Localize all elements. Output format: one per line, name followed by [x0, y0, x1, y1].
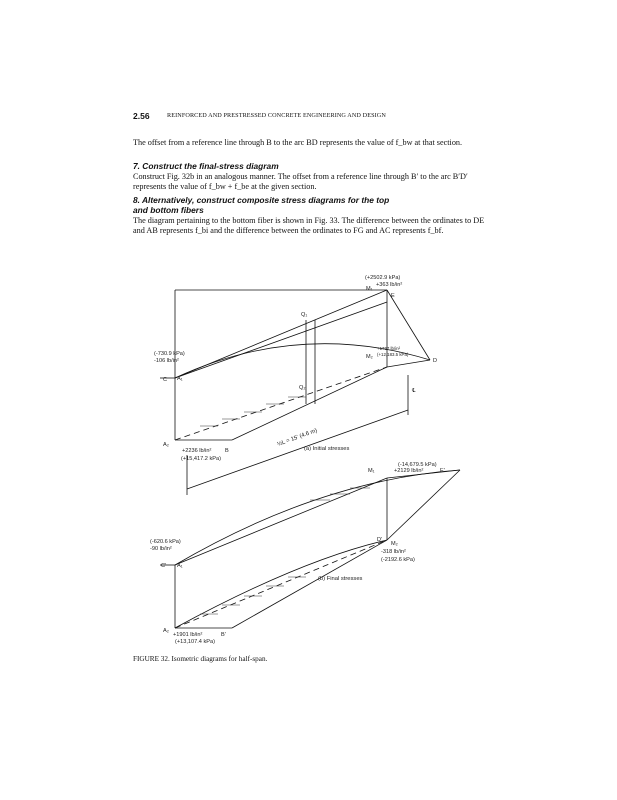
- label-d: D: [433, 358, 438, 364]
- label-b2-kpa: (+13,107.4 kPa): [175, 639, 215, 645]
- label-left2-kpa: (-620.6 kPa): [150, 539, 181, 545]
- label-c: C: [163, 377, 168, 383]
- label-m1b: M₁: [368, 468, 375, 474]
- label-left2-psi: -90 lb/in²: [150, 546, 172, 552]
- label-q1: Q₁: [301, 312, 308, 318]
- label-b2-psi: +1901 lb/in²: [173, 632, 203, 638]
- label-top-kpa: (+2502.9 kPa): [365, 275, 401, 281]
- running-title: REINFORCED AND PRESTRESSED CONCRETE ENGINEERING AND DESIGN: [167, 112, 386, 119]
- paragraph-1: The offset from a reference line through B to the arc BD represents the value of f_bw at that section.: [133, 138, 463, 147]
- label-neg-psi: -318 lb/in²: [381, 549, 406, 555]
- label-initial-stresses: (a) Initial stresses: [304, 446, 350, 452]
- label-left-psi: -106 lb/in²: [154, 358, 179, 364]
- paragraph-3: The diagram pertaining to the bottom fiber is shown in Fig. 33. The difference between the ordinates to DE and AB represents f_bi and the difference between the ordinates to FG and AC represents f_bf.: [133, 216, 485, 236]
- label-left-kpa: (-730.9 kPa): [154, 351, 185, 357]
- label-d-prime: D': [377, 537, 383, 543]
- label-b-prime: B': [221, 632, 226, 638]
- label-a2: A₂: [163, 442, 169, 448]
- label-top-psi: +363 lb/in²: [376, 282, 403, 288]
- label-q2: Q₂: [299, 385, 306, 391]
- label-a1: A₁: [177, 376, 183, 382]
- figure-caption: FIGURE 32. Isometric diagrams for half-span.: [133, 655, 268, 663]
- label-mid-psi: +1767 lb/in²: [377, 346, 401, 351]
- section-8-title-line2: and bottom fibers: [133, 205, 204, 215]
- reference-line-bottom: [175, 478, 387, 565]
- label-c-prime: C': [161, 563, 167, 569]
- label-mid-kpa: (+12,183.5 kPa): [377, 352, 409, 357]
- label-neg-kpa: (-2192.6 kPa): [381, 557, 415, 563]
- label-a1b: A₁: [177, 563, 183, 569]
- section-8-title-line1: 8. Alternatively, construct composite stress diagrams for the top: [133, 195, 390, 205]
- label-e: E: [391, 293, 395, 299]
- label-a2b: A₂: [163, 628, 169, 634]
- section-7-title: 7. Construct the final-stress diagram: [133, 161, 279, 171]
- paragraph-2: Construct Fig. 32b in an analogous manner. The offset from a reference line through B′ to the arc B′D′ represents the value of f_bw + f_be at the given section.: [133, 172, 468, 192]
- label-final-stresses: (b) Final stresses: [318, 576, 363, 582]
- label-m2: M₂: [366, 354, 373, 360]
- label-e-prime: E': [440, 468, 445, 474]
- label-m2b: M₂: [391, 541, 398, 547]
- label-bot-kpa: (+15,417.2 kPa): [181, 456, 221, 462]
- label-half-span: ½L = 15' (4.6 m): [276, 427, 319, 448]
- label-centerline: ℄: [412, 388, 416, 394]
- label-m1: M₁: [366, 286, 373, 292]
- page-number: 2.56: [133, 111, 150, 121]
- label-b: B: [225, 448, 229, 454]
- label-e2-kpa: (-14,679.5 kPa): [398, 462, 437, 468]
- label-bot-psi: +2236 lb/in²: [182, 448, 212, 454]
- label-e2-psi: +2129 lb/in²: [394, 468, 424, 474]
